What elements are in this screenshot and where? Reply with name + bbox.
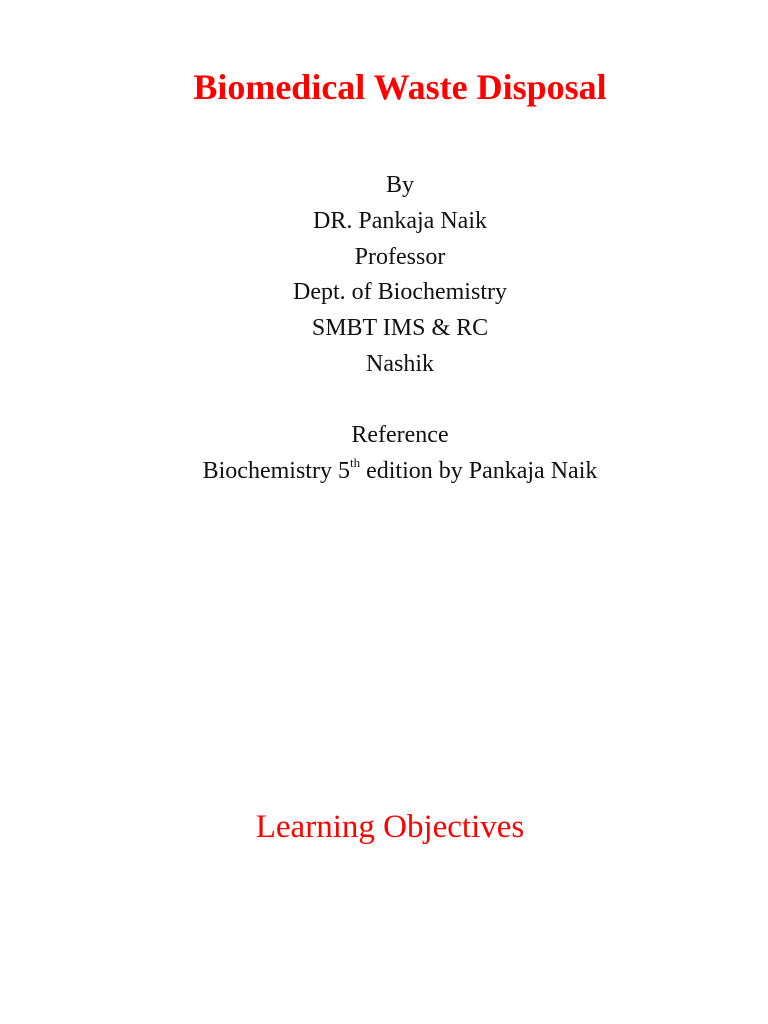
document-title: Biomedical Waste Disposal	[193, 67, 607, 107]
by-line: By	[385, 172, 414, 198]
author-name: DR. Pankaja Naik	[313, 207, 487, 234]
reference-block	[0, 418, 768, 490]
reference-text-before: Biochemistry 5	[202, 457, 350, 484]
author-position: Professor	[354, 243, 446, 270]
learning-objectives-heading: Learning Objectives	[255, 809, 525, 845]
edition-superscript: th	[349, 454, 361, 470]
author-block	[0, 168, 768, 383]
reference-heading: Reference	[351, 422, 449, 448]
reference-citation	[0, 454, 768, 490]
author-city: Nashik	[366, 350, 434, 377]
author-institute: SMBT IMS & RC	[311, 315, 489, 342]
author-department: Dept. of Biochemistry	[293, 279, 507, 306]
reference-text-after: edition by Pankaja Naik	[360, 457, 598, 484]
